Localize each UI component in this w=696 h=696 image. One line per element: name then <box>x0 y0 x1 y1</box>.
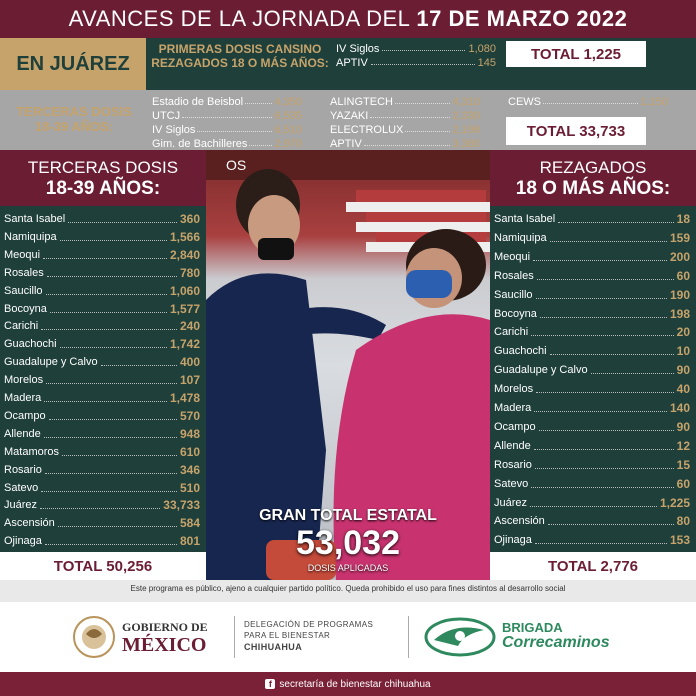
leader-dots <box>543 96 638 104</box>
municipality-row <box>494 342 690 361</box>
left-panel-title: TERCERAS DOSIS <box>27 158 179 177</box>
municipality-value: 80 <box>676 514 690 529</box>
municipality-label: Ojinaga <box>494 534 532 547</box>
deleg-line1: DELEGACIÓN DE PROGRAMAS <box>244 620 374 629</box>
municipality-row <box>4 461 200 480</box>
municipality-label: Bocoyna <box>494 307 537 320</box>
site-label: Gim. de Bachilleres <box>152 138 248 150</box>
municipality-value: 1,566 <box>169 229 200 244</box>
municipality-label: Namiquipa <box>494 231 547 244</box>
brigada-line2: Correcaminos <box>502 634 610 651</box>
leader-dots <box>49 407 177 420</box>
municipality-row <box>4 228 200 247</box>
municipality-row <box>4 443 200 462</box>
left-panel-total: TOTAL 50,256 <box>0 552 206 580</box>
municipality-row <box>494 380 690 399</box>
municipality-label: Rosales <box>4 266 44 279</box>
photo-sign-text: OS <box>226 157 247 173</box>
terceras-site <box>330 96 480 108</box>
municipality-row <box>494 286 690 305</box>
leader-dots <box>46 371 177 384</box>
terceras-site <box>152 124 302 136</box>
terceras-site <box>152 110 302 122</box>
deleg-line3: CHIHUAHUA <box>244 642 303 652</box>
municipality-label: Guachochi <box>494 345 547 358</box>
municipality-label: Madera <box>4 392 42 404</box>
municipality-value: 15 <box>676 457 690 472</box>
leader-dots <box>245 96 272 104</box>
terceras-summary-label: TERCERAS DOSIS 18-39 AÑOS: <box>16 104 132 134</box>
leader-dots <box>40 496 160 509</box>
municipality-row <box>4 389 200 408</box>
gob-line1: GOBIERNO DE <box>122 620 208 634</box>
municipality-value: 1,060 <box>169 283 200 298</box>
municipality-value: 198 <box>669 306 690 321</box>
municipality-label: Juárez <box>4 499 38 512</box>
right-panel-title: REZAGADOS <box>539 158 647 177</box>
leader-dots <box>182 110 272 118</box>
brigada-logo-icon <box>424 616 496 658</box>
leader-dots <box>405 124 450 132</box>
municipality-row <box>494 437 690 456</box>
right-panel-heading <box>490 150 696 206</box>
leader-dots <box>60 335 167 348</box>
municipality-row <box>4 425 200 444</box>
municipality-row <box>494 267 690 286</box>
municipality-value: 90 <box>676 419 690 434</box>
leader-dots <box>197 124 272 132</box>
footer-logos <box>0 602 696 672</box>
municipality-value: 400 <box>179 355 200 370</box>
municipality-row <box>4 317 200 336</box>
municipality-value: 33,733 <box>163 498 200 513</box>
site-label: APTIV <box>330 138 362 150</box>
municipality-label: Ocampo <box>4 409 46 422</box>
site-value: 2,330 <box>452 110 480 122</box>
right-panel-total: TOTAL 2,776 <box>490 552 696 580</box>
municipality-label: Ojinaga <box>4 535 42 548</box>
leader-dots <box>45 532 177 545</box>
municipality-row <box>4 514 200 533</box>
header-date: 17 DE MARZO 2022 <box>416 6 628 31</box>
municipality-value: 570 <box>179 408 200 423</box>
municipality-label: Guadalupe y Calvo <box>4 356 98 369</box>
leader-dots <box>534 437 674 450</box>
site-value: 3,380 <box>452 138 480 150</box>
leader-dots <box>395 96 451 104</box>
municipality-label: Saucillo <box>4 284 43 297</box>
juarez-item-label: IV Siglos <box>336 43 380 55</box>
municipality-value: 1,225 <box>659 495 690 510</box>
juarez-label: EN JUÁREZ <box>0 38 146 90</box>
juarez-item-label: APTIV <box>336 57 368 69</box>
municipality-row <box>494 531 690 550</box>
municipality-row <box>4 532 200 551</box>
terceras-site <box>152 138 302 150</box>
municipality-row <box>4 264 200 283</box>
municipality-label: Santa Isabel <box>494 213 556 225</box>
leader-dots <box>536 286 667 299</box>
leader-dots <box>550 229 667 242</box>
municipality-row <box>494 456 690 475</box>
footer-divider <box>408 616 409 658</box>
municipality-row <box>494 305 690 324</box>
site-value: 6,510 <box>274 124 302 136</box>
municipality-row <box>4 496 200 515</box>
leader-dots <box>531 475 673 488</box>
leader-dots <box>45 461 177 474</box>
leader-dots <box>591 361 674 374</box>
leader-dots <box>62 443 177 456</box>
municipality-label: Bocoyna <box>4 302 47 315</box>
municipality-label: Carichi <box>494 326 529 339</box>
municipality-value: 90 <box>676 363 690 378</box>
municipality-row <box>4 353 200 372</box>
terceras-site <box>152 96 302 108</box>
municipality-row <box>4 335 200 354</box>
disclaimer-text: Este programa es público, ajeno a cualquier partido político. Queda prohibido el uso para fines distintos al desarrollo social <box>130 584 566 593</box>
municipality-row <box>494 229 690 248</box>
municipality-value: 10 <box>676 344 690 359</box>
leader-dots <box>382 43 465 51</box>
coat-of-arms-icon <box>72 614 116 660</box>
leader-dots <box>58 514 177 527</box>
municipality-value: 360 <box>179 212 200 226</box>
municipality-value: 60 <box>676 268 690 283</box>
municipality-label: Allende <box>494 439 531 452</box>
municipality-value: 948 <box>179 426 200 441</box>
site-label: ALINGTECH <box>330 96 393 108</box>
site-value: 4,310 <box>452 96 480 108</box>
municipality-label: Ascensión <box>494 515 545 528</box>
site-value: 4,350 <box>274 96 302 108</box>
municipality-value: 1,577 <box>169 301 200 316</box>
leader-dots <box>535 456 674 469</box>
municipality-value: 584 <box>179 516 200 531</box>
juarez-total: TOTAL 1,225 <box>506 41 646 67</box>
municipality-value: 780 <box>179 265 200 280</box>
municipality-row <box>4 246 200 265</box>
leader-dots <box>370 110 450 118</box>
municipality-row <box>494 210 690 229</box>
right-panel-subtitle: 18 O MÁS AÑOS: <box>515 178 671 199</box>
leader-dots <box>558 210 673 223</box>
header-banner <box>0 0 696 38</box>
site-label: CEWS <box>508 96 541 108</box>
leader-dots <box>540 305 667 318</box>
header-prefix: AVANCES DE LA JORNADA DEL <box>68 6 411 31</box>
municipality-value: 18 <box>676 212 690 226</box>
leader-dots <box>548 512 674 525</box>
municipality-value: 346 <box>179 462 200 477</box>
municipality-value: 2,840 <box>169 247 200 262</box>
leader-dots <box>41 317 177 330</box>
municipality-value: 1,478 <box>169 391 200 405</box>
municipality-value: 12 <box>676 438 690 453</box>
leader-dots <box>47 264 177 277</box>
municipality-row <box>4 282 200 301</box>
municipality-value: 107 <box>179 373 200 388</box>
municipality-value: 200 <box>669 249 690 264</box>
juarez-item <box>336 57 496 69</box>
leader-dots <box>43 246 167 259</box>
terceras-site <box>508 96 668 108</box>
leader-dots <box>530 494 657 507</box>
leader-dots <box>41 479 177 492</box>
municipality-label: Allende <box>4 427 41 440</box>
municipality-value: 159 <box>669 230 690 245</box>
municipality-value: 40 <box>676 382 690 397</box>
site-label: UTCJ <box>152 110 181 122</box>
leader-dots <box>550 342 674 355</box>
leader-dots <box>535 531 667 544</box>
leader-dots <box>539 418 674 431</box>
municipality-label: Ascensión <box>4 517 55 530</box>
juarez-title: PRIMERAS DOSIS CANSINO REZAGADOS 18 O MÁS AÑOS: <box>151 42 329 70</box>
municipality-row <box>494 475 690 494</box>
juarez-item-value: 145 <box>477 57 496 69</box>
municipality-label: Matamoros <box>4 445 60 458</box>
municipality-row <box>4 210 200 229</box>
leader-dots <box>46 282 167 295</box>
gran-total-subtitle: DOSIS APLICADAS <box>307 563 389 573</box>
left-panel-heading <box>0 150 206 206</box>
municipality-row <box>4 479 200 498</box>
leader-dots <box>533 248 667 261</box>
municipality-value: 140 <box>669 401 690 415</box>
municipality-row <box>494 248 690 267</box>
municipality-label: Namiquipa <box>4 230 57 243</box>
leader-dots <box>68 210 177 223</box>
municipality-value: 510 <box>179 480 200 495</box>
leader-dots <box>101 353 177 366</box>
municipality-value: 610 <box>179 444 200 459</box>
municipality-label: Juárez <box>494 496 528 509</box>
municipality-label: Meoqui <box>494 250 531 263</box>
municipality-row <box>4 407 200 426</box>
municipality-label: Madera <box>494 402 532 414</box>
terceras-site <box>330 138 480 150</box>
terceras-site <box>330 124 480 136</box>
municipality-row <box>494 399 690 418</box>
municipality-row <box>494 418 690 437</box>
municipality-value: 240 <box>179 319 200 334</box>
brigada-line1: BRIGADA <box>502 620 563 635</box>
site-label: Estadio de Beisbol <box>152 96 244 108</box>
municipality-label: Guachochi <box>4 338 57 351</box>
municipality-row <box>494 323 690 342</box>
municipality-label: Rosario <box>494 458 532 471</box>
leader-dots <box>364 138 451 146</box>
municipality-value: 20 <box>676 325 690 340</box>
deleg-line2: PARA EL BIENESTAR <box>244 631 331 640</box>
leader-dots <box>44 425 177 438</box>
social-footer-bar <box>0 672 696 696</box>
site-value: 2,970 <box>274 138 302 150</box>
municipality-label: Guadalupe y Calvo <box>494 364 588 377</box>
footer-divider <box>234 616 235 658</box>
municipality-label: Satevo <box>4 481 39 494</box>
gran-total-value: 53,032 <box>296 524 400 562</box>
municipality-value: 190 <box>669 287 690 302</box>
leader-dots <box>534 399 667 412</box>
left-panel-list <box>0 206 206 552</box>
municipality-row <box>4 371 200 390</box>
juarez-item <box>336 43 496 55</box>
municipality-label: Rosales <box>494 269 534 282</box>
municipality-row <box>4 300 200 319</box>
municipality-value: 1,742 <box>169 337 200 352</box>
municipality-label: Saucillo <box>494 288 533 301</box>
municipality-label: Carichi <box>4 320 39 333</box>
municipality-label: Morelos <box>494 383 534 396</box>
site-value: 6,535 <box>274 110 302 122</box>
left-panel-subtitle: 18-39 AÑOS: <box>45 178 161 199</box>
leader-dots <box>537 267 674 280</box>
gran-total-title: GRAN TOTAL ESTATAL <box>259 507 437 524</box>
right-panel-list <box>490 206 696 552</box>
municipality-row <box>494 512 690 531</box>
municipality-value: 60 <box>676 476 690 491</box>
terceras-summary-total: TOTAL 33,733 <box>506 117 646 145</box>
juarez-item-value: 1,080 <box>468 43 496 55</box>
municipality-row <box>494 361 690 380</box>
leader-dots <box>44 389 167 402</box>
leader-dots <box>249 138 272 146</box>
site-label: ELECTROLUX <box>330 124 404 136</box>
leader-dots <box>50 300 167 313</box>
municipality-label: Rosario <box>4 463 42 476</box>
social-handle[interactable]: secretaría de bienestar chihuahua <box>279 678 431 690</box>
municipality-value: 801 <box>179 534 200 549</box>
facebook-icon: f <box>265 679 275 689</box>
leader-dots <box>536 380 674 393</box>
site-value: 2,198 <box>452 124 480 136</box>
site-label: YAZAKI <box>330 110 369 122</box>
municipality-label: Santa Isabel <box>4 213 66 225</box>
gob-line2: MÉXICO <box>122 634 207 656</box>
municipality-label: Meoqui <box>4 248 41 261</box>
municipality-row <box>494 494 690 513</box>
leader-dots <box>60 228 167 241</box>
municipality-label: Morelos <box>4 374 44 387</box>
site-label: IV Siglos <box>152 124 196 136</box>
leader-dots <box>371 57 475 65</box>
municipality-label: Ocampo <box>494 420 536 433</box>
municipality-value: 153 <box>669 533 690 548</box>
terceras-site <box>330 110 480 122</box>
leader-dots <box>531 323 673 336</box>
site-value: 1,150 <box>640 96 668 108</box>
municipality-label: Satevo <box>494 477 529 490</box>
